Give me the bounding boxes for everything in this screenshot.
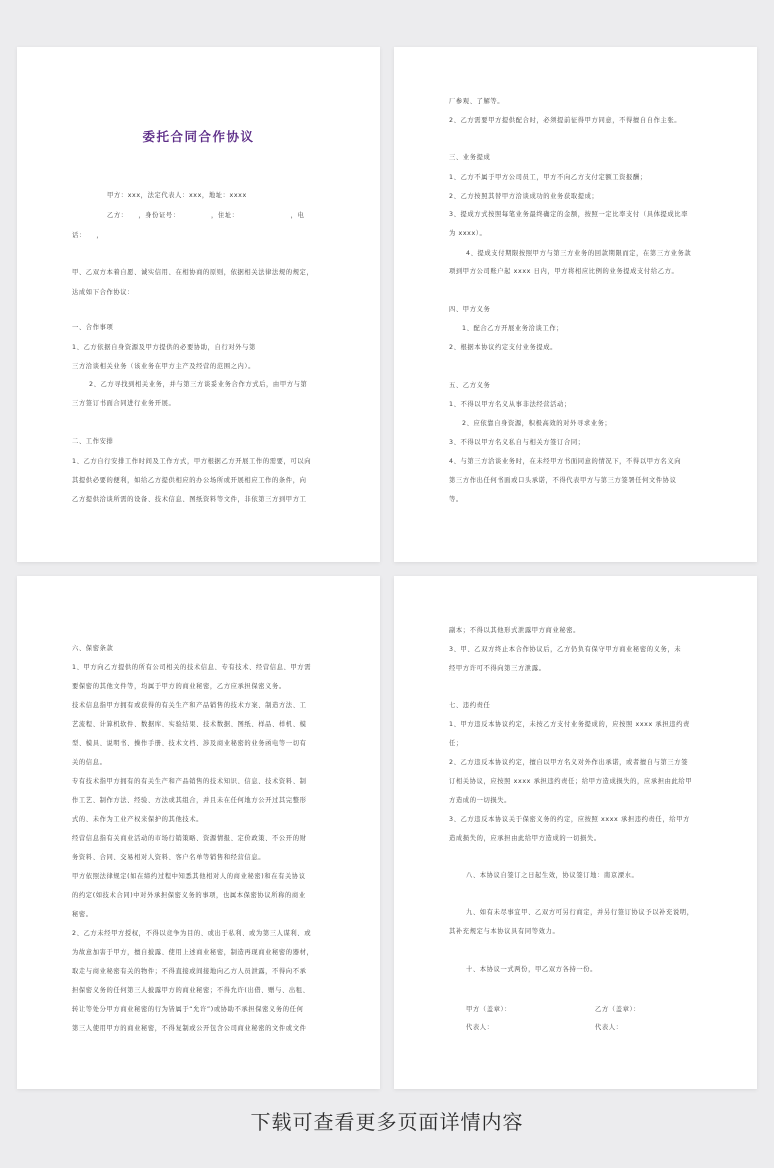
- text-line: 第三方作出任何书面或口头承诺，不得代表甲方与第三方签署任何文件协议: [449, 477, 677, 484]
- text-line: 1、不得以甲方名义从事非法经营活动；: [449, 401, 571, 408]
- text-line: 关的信息。: [72, 759, 107, 766]
- text-line: 艺流程、计算机软件、数据库、实验结果、技术数据、图纸、样品、样机、模: [72, 721, 307, 728]
- text-line: 其补充规定与本协议具有同等效力。: [449, 928, 560, 935]
- text-line: 式的、未作为工业产权来保护的其他技术。: [72, 816, 204, 823]
- text-line: 3、不得以甲方名义私自与相关方签订合同；: [449, 439, 585, 446]
- text-line: 2、乙方未经甲方授权，不得以竞争为目的、或出于私利、或为第三人谋利、或: [72, 930, 312, 937]
- text-line: 型、模具、说明书、操作手册、技术文档、涉及商业秘密的业务函电等一切有: [72, 740, 307, 747]
- text-line: 作工艺、制作方法、经验、方法或其组合，并且未在任何地方公开过其完整形: [72, 797, 307, 804]
- text-line: 2、应依靠自身资源，积极高效的对外寻求业务；: [462, 420, 612, 427]
- document-page-3: [17, 576, 380, 1089]
- text-line: 1、乙方不属于甲方公司员工，甲方不向乙方支付定额工资报酬；: [449, 174, 647, 181]
- text-line: 3、甲、乙双方终止本合作协议后，乙方仍负有保守甲方商业秘密的义务，未: [449, 646, 682, 653]
- section-heading: 三、业务提成: [449, 154, 491, 161]
- text-line: 取走与商业秘密有关的物件；不得直接或间接地向乙方人员泄露，不得向不承: [72, 968, 307, 975]
- text-line: 甲方：xxx，法定代表人：xxx，地址：xxxx: [107, 192, 247, 199]
- text-line: 等。: [449, 496, 463, 503]
- document-page-1: [17, 47, 380, 562]
- text-line: 话： ，: [72, 232, 104, 239]
- text-line: 的约定(如技术合同)中对外承担保密义务的事项，也属本保密协议所称的商业: [72, 892, 306, 899]
- text-line: 1、甲方向乙方提供的所有公司相关的技术信息、专有技术、经营信息、甲方需: [72, 664, 312, 671]
- text-line: 十、本协议一式两份，甲乙双方各持一份。: [466, 966, 598, 973]
- section-heading: 一、合作事项: [72, 324, 114, 331]
- text-line: 4、与第三方洽谈业务时，在未经甲方书面同意的情况下，不得以甲方名义向: [449, 458, 682, 465]
- signature-label-party-b: 乙方（盖章）：: [595, 1006, 641, 1013]
- text-line: 副本；不得以其他形式泄露甲方商业秘密。: [449, 627, 581, 634]
- text-line: 经甲方许可不得向第三方泄露。: [449, 665, 546, 672]
- text-line: 厂参观、了解等。: [449, 98, 505, 105]
- text-line: 2、乙方按照其替甲方洽谈成功的业务获取提成；: [449, 193, 599, 200]
- document-page-2: [394, 47, 757, 562]
- text-line: 2、乙方需要甲方提供配合时，必须提前征得甲方同意，不得擅自自作主张。: [449, 117, 682, 124]
- download-prompt: 下载可查看更多页面详情内容: [250, 1110, 524, 1134]
- text-line: 乙方提供洽谈所需的设备、技术信息、图纸资料等文件，非依第三方到甲方工: [72, 496, 307, 503]
- text-line: 第三人使用甲方的商业秘密，不得复制或公开包含公司商业秘密的文件或文件: [72, 1025, 307, 1032]
- text-line: 务资料、合同、交易相对人资料、客户名单等销售和经营信息。: [72, 854, 266, 861]
- text-line: 1、甲方违反本协议约定，未按乙方支付业务提成的，应按照 xxxx 承担违约责: [449, 721, 690, 728]
- text-line: 乙方： ，身份证号： ，住址： ，电: [107, 212, 305, 219]
- text-line: 秘密。: [72, 911, 93, 918]
- text-line: 1、配合乙方开展业务洽谈工作；: [462, 325, 564, 332]
- text-line: 3、提成方式按照每笔业务最终确定的金额，按照一定比率支付（具体提成比率: [449, 211, 689, 218]
- text-line: 2、根据本协议约定支付业务提成。: [449, 344, 558, 351]
- text-line: 3、乙方违反本协议关于保密义务的约定，应按照 xxxx 承担违约责任，给甲方: [449, 816, 690, 823]
- text-line: 三方签订书面合同进行业务开展。: [72, 400, 176, 407]
- text-line: 2、乙方寻找到相关业务，并与第三方谈妥业务合作方式后，由甲方与第: [89, 381, 308, 388]
- representative-label-party-b: 代表人：: [595, 1024, 623, 1031]
- text-line: 为故意加害于甲方，擅自披露、使用上述商业秘密，制造再现商业秘密的器材，: [72, 949, 314, 956]
- text-line: 转让等处分甲方商业秘密的行为皆属于“允许”)或协助不承担保密义务的任何: [72, 1006, 304, 1013]
- section-heading: 二、工作安排: [72, 438, 114, 445]
- representative-label-party-a: 代表人：: [466, 1024, 494, 1031]
- text-line: 达成如下合作协议：: [72, 289, 135, 296]
- document-page-4: [394, 576, 757, 1089]
- text-line: 项到甲方公司账户起 xxxx 日内，甲方将相应比例的业务提成支付给乙方。: [449, 268, 679, 275]
- text-line: 八、本协议自签订之日起生效，协议签订地：南京溧水。: [466, 872, 639, 879]
- text-line: 2、乙方违反本协议约定，擅自以甲方名义对外作出承诺，或者擅自与第三方签: [449, 759, 689, 766]
- text-line: 1、乙方依据自身资源及甲方提供的必要协助，自行对外与第: [72, 344, 256, 351]
- text-line: 方造成的一切损失。: [449, 797, 512, 804]
- text-line: 其提供必要的便利，如给乙方提供相应的办公场所或开展相应工作的条件，向: [72, 477, 307, 484]
- section-heading: 六、保密条款: [72, 645, 114, 652]
- text-line: 造成损失的，应承担由此给甲方造成的一切损失。: [449, 835, 601, 842]
- text-line: 要保密的其他文件等，均属于甲方的商业秘密，乙方应承担保密义务。: [72, 683, 286, 690]
- document-title: 委托合同合作协议: [142, 129, 255, 144]
- text-line: 甲方依照法律规定(如在缔约过程中知悉其他相对人的商业秘密)和在有关协议: [72, 873, 306, 880]
- text-line: 经营信息指有关商业活动的市场行销策略、资源情报、定价政策、不公开的财: [72, 835, 307, 842]
- text-line: 甲、乙双方本着自愿、诚实信用、在相协商的原则，依据相关法律法规的规定，: [72, 269, 314, 276]
- text-line: 九、如有未尽事宜甲、乙双方可另行商定，并另行签订协议予以补充说明，: [466, 909, 694, 916]
- text-line: 技术信息指甲方拥有或获得的有关生产和产品销售的技术方案、制造方法、工: [72, 702, 307, 709]
- text-line: 订相关协议，应按照 xxxx 承担违约责任；给甲方造成损失的，应承担由此给甲: [449, 778, 693, 785]
- section-heading: 七、违约责任: [449, 702, 491, 709]
- text-line: 1、乙方自行安排工作时间及工作方式，甲方根据乙方开展工作的需要，可以向: [72, 458, 312, 465]
- text-line: 4、提成支付期限按照甲方与第三方业务的回款期限而定，在第三方业务款: [466, 250, 692, 257]
- section-heading: 四、甲方义务: [449, 306, 491, 313]
- text-line: 三方洽谈相关业务（该业务在甲方主产及经营的范围之内）。: [72, 363, 256, 370]
- text-line: 任；: [449, 740, 463, 747]
- signature-label-party-a: 甲方（盖章）：: [466, 1006, 512, 1013]
- text-line: 为 xxxx）。: [449, 230, 487, 237]
- text-line: 担保密义务的任何第三人披露甲方的商业秘密；不得允许(出借、赠与、出租、: [72, 987, 310, 994]
- section-heading: 五、乙方义务: [449, 382, 491, 389]
- text-line: 专有技术指甲方拥有的有关生产和产品销售的技术知识、信息、技术资料、制: [72, 778, 307, 785]
